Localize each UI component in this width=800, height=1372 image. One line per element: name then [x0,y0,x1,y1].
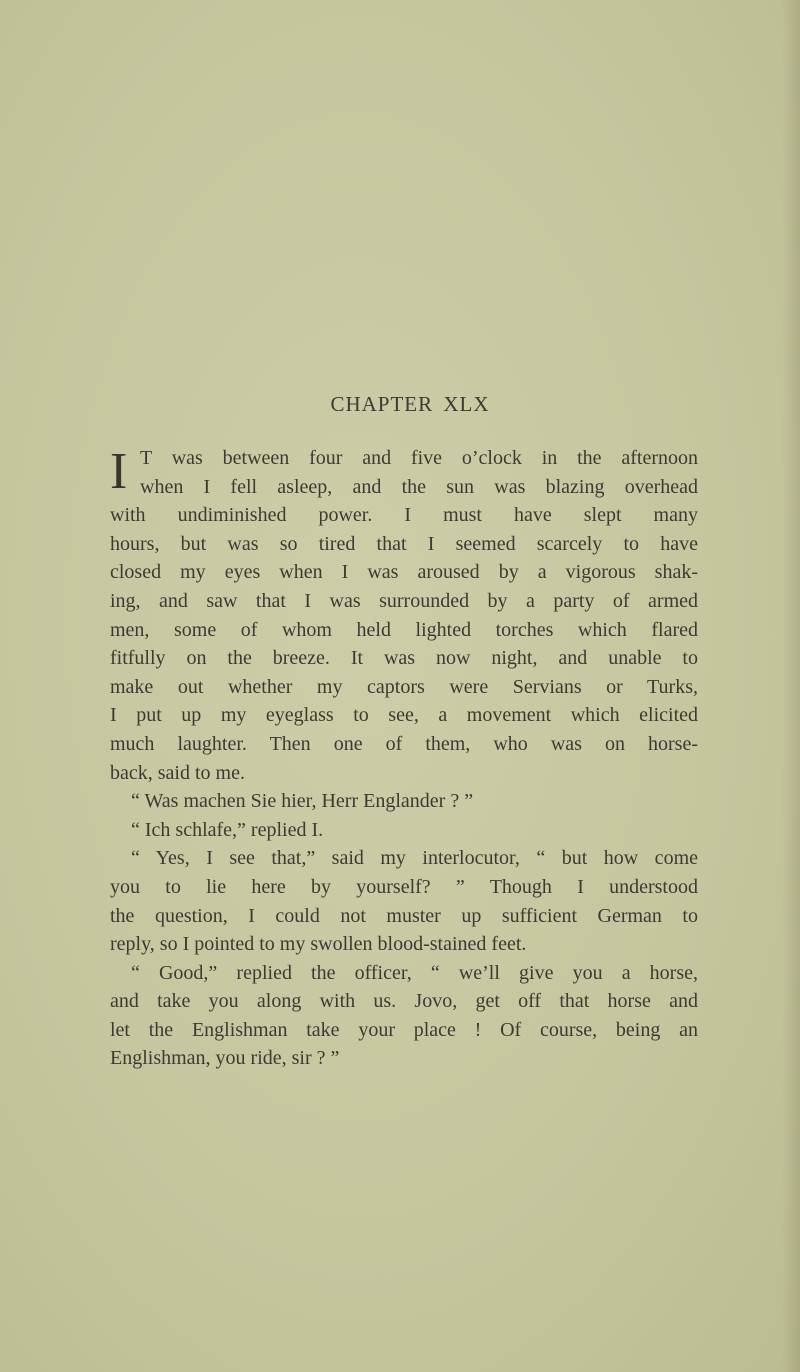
text-line-content: T was between four and five o’clock in the afternoon [140,447,698,469]
text-line: hours, but was so tired that I seemed scarcely to have [110,532,698,555]
text-line: and take you along with us. Jovo, get off that horse and [110,990,698,1013]
text-line: Englishman, you ride, sir ? ” [110,1047,340,1070]
paragraph-5 [110,959,698,1073]
text-line: fitfully on the breeze. It was now night, and unable to [110,647,698,670]
body-text [110,444,698,1073]
paragraph-1 [110,444,698,787]
text-line: the question, I could not muster up sufficient German to [110,904,698,927]
paragraph-3 [110,816,698,845]
text-line: “ Yes, I see that,” said my interlocutor, “ but how come [131,847,698,870]
chapter-title: CHAPTER XLX [330,392,490,416]
page-edge-shadow [782,0,800,1372]
text-line: much laughter. Then one of them, who was on horse- [110,732,698,755]
drop-cap: I [110,443,128,500]
paragraph-4 [110,844,698,958]
paragraph-2 [110,787,698,816]
text-line: men, some of whom held lighted torches which flared [110,618,698,641]
text-line: I put up my eyeglass to see, a movement which elicited [110,704,698,727]
text-line: let the Englishman take your place ! Of course, being an [110,1018,698,1041]
text-line: ing, and saw that I was surrounded by a party of armed [110,589,698,612]
text-line: with undiminished power. I must have slept many [110,504,698,527]
text-line: make out whether my captors were Servians or Turks, [110,675,698,698]
text-line: “ Was machen Sie hier, Herr Englander ? ” [131,790,474,813]
text-line: when I fell asleep, and the sun was blazing overhead [140,475,698,498]
text-line: you to lie here by yourself? ” Though I understood [110,875,698,898]
text-line: “ Ich schlafe,” replied I. [131,818,324,841]
text-line: “ Good,” replied the officer, “ we’ll give you a horse, [131,961,698,984]
text-line: reply, so I pointed to my swollen blood-stained feet. [110,933,527,956]
text-line: closed my eyes when I was aroused by a vigorous shak- [110,561,698,584]
text-line: back, said to me. [110,761,245,784]
